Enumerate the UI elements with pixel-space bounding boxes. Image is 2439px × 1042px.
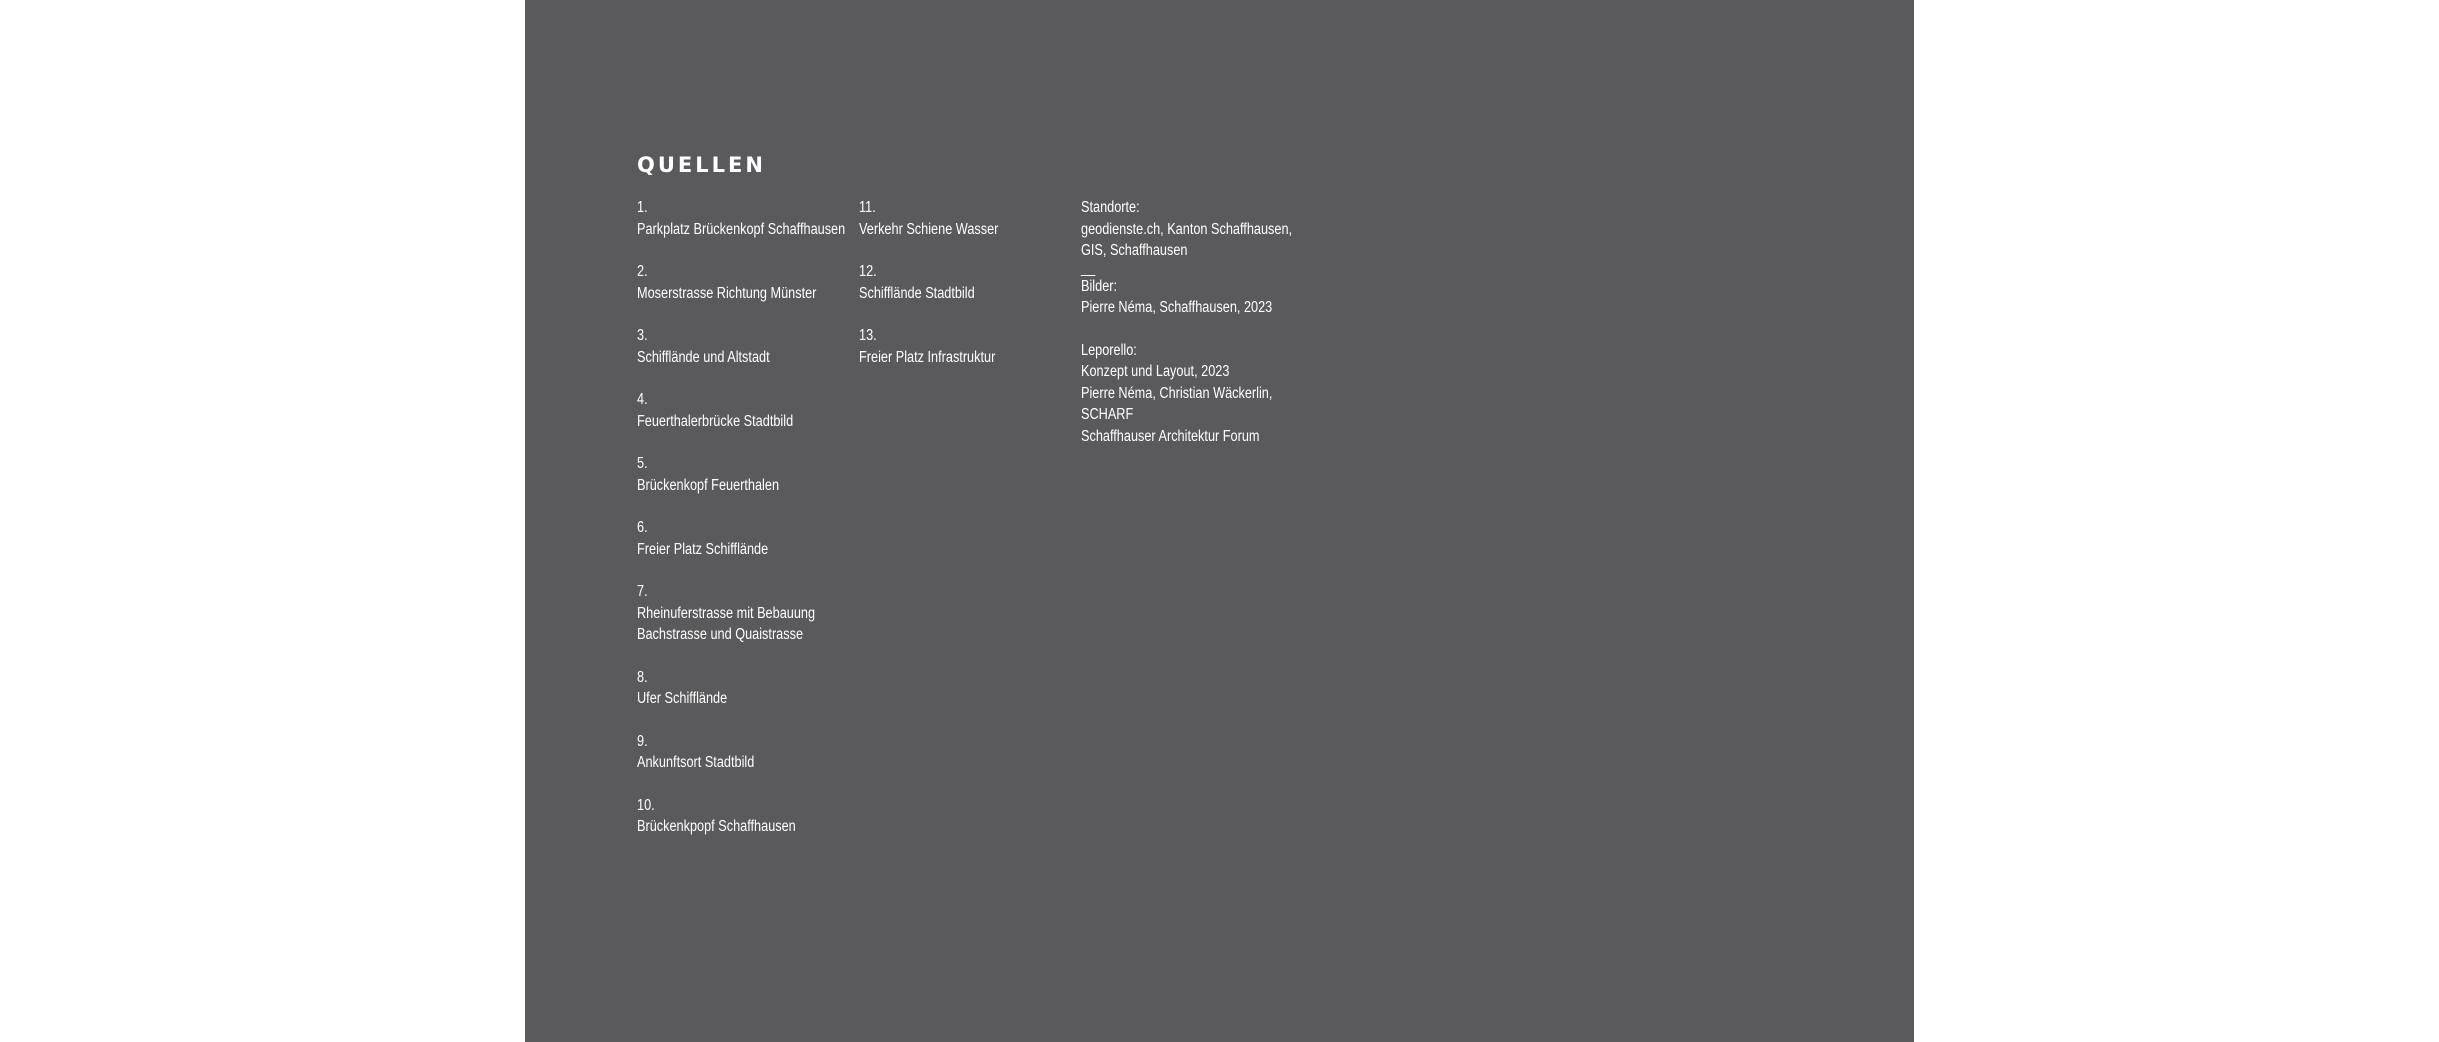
- source-number: 7.: [637, 583, 648, 600]
- source-entry: [859, 325, 1119, 368]
- source-number: 13.: [859, 327, 877, 344]
- source-entry: [637, 581, 897, 646]
- sources-column-2: [859, 197, 1119, 389]
- source-number: 1.: [637, 199, 648, 216]
- source-entry: [637, 453, 897, 496]
- credits-heading: Leporello:: [1081, 341, 1137, 359]
- credits-text: Pierre Néma, Christian Wäckerlin,: [1081, 384, 1273, 402]
- source-entry: [859, 261, 1119, 304]
- credits-standorte: [1081, 197, 1341, 276]
- source-number: 10.: [637, 796, 655, 814]
- source-entry: [637, 517, 897, 560]
- source-label: Bachstrasse und Quaistrasse: [637, 626, 804, 643]
- source-number: 11.: [859, 199, 876, 216]
- credits-divider: __: [1081, 259, 1096, 277]
- credits-text: Konzept und Layout, 2023: [1081, 363, 1230, 380]
- source-entry: [637, 197, 897, 240]
- credits-text: Pierre Néma, Schaffhausen, 2023: [1081, 299, 1273, 316]
- credits-leporello: [1081, 340, 1341, 448]
- source-number: 2.: [637, 263, 648, 280]
- source-label: Moserstrasse Richtung Münster: [637, 284, 817, 302]
- source-label: Ufer Schifflände: [637, 690, 728, 707]
- source-label: Schifflände Stadtbild: [859, 284, 975, 302]
- source-label: Feuerthalerbrücke Stadtbild: [637, 412, 794, 430]
- source-entry: [637, 389, 897, 432]
- source-number: 12.: [859, 263, 877, 280]
- credits-text: geodienste.ch, Kanton Schaffhausen,: [1081, 220, 1293, 238]
- source-label: Ankunftsort Stadtbild: [637, 754, 755, 771]
- source-label: Parkplatz Brückenkopf Schaffhausen: [637, 220, 846, 238]
- sources-column-1: [637, 197, 897, 859]
- credits-text: Schaffhauser Architektur Forum: [1081, 427, 1260, 445]
- source-number: 5.: [637, 455, 648, 472]
- source-label: Verkehr Schiene Wasser: [859, 220, 999, 238]
- source-entry: [637, 325, 897, 368]
- source-label: Brückenkpopf Schaffhausen: [637, 818, 796, 835]
- source-label: Schifflände und Altstadt: [637, 348, 770, 366]
- credits-heading: Standorte:: [1081, 199, 1140, 216]
- source-entry: [859, 197, 1119, 240]
- source-number: 4.: [637, 391, 648, 408]
- source-entry: [637, 261, 897, 304]
- source-number: 6.: [637, 519, 648, 536]
- source-number: 8.: [637, 668, 648, 686]
- credits-column: [1081, 197, 1341, 468]
- credits-text: GIS, Schaffhausen: [1081, 242, 1188, 259]
- page-title: QUELLEN: [637, 153, 766, 177]
- source-number: 9.: [637, 732, 648, 750]
- source-label: Freier Platz Schifflände: [637, 540, 769, 558]
- source-label: Rheinuferstrasse mit Bebauung: [637, 604, 816, 622]
- credits-text: SCHARF: [1081, 406, 1134, 423]
- credits-bilder: [1081, 276, 1341, 319]
- source-label: Brückenkopf Feuerthalen: [637, 476, 780, 494]
- page-panel: [525, 0, 1914, 1042]
- source-label: Freier Platz Infrastruktur: [859, 348, 996, 366]
- source-entry: [637, 667, 897, 710]
- source-entry: [637, 731, 897, 774]
- source-number: 3.: [637, 327, 648, 344]
- source-entry: [637, 795, 897, 838]
- credits-heading: Bilder:: [1081, 277, 1118, 295]
